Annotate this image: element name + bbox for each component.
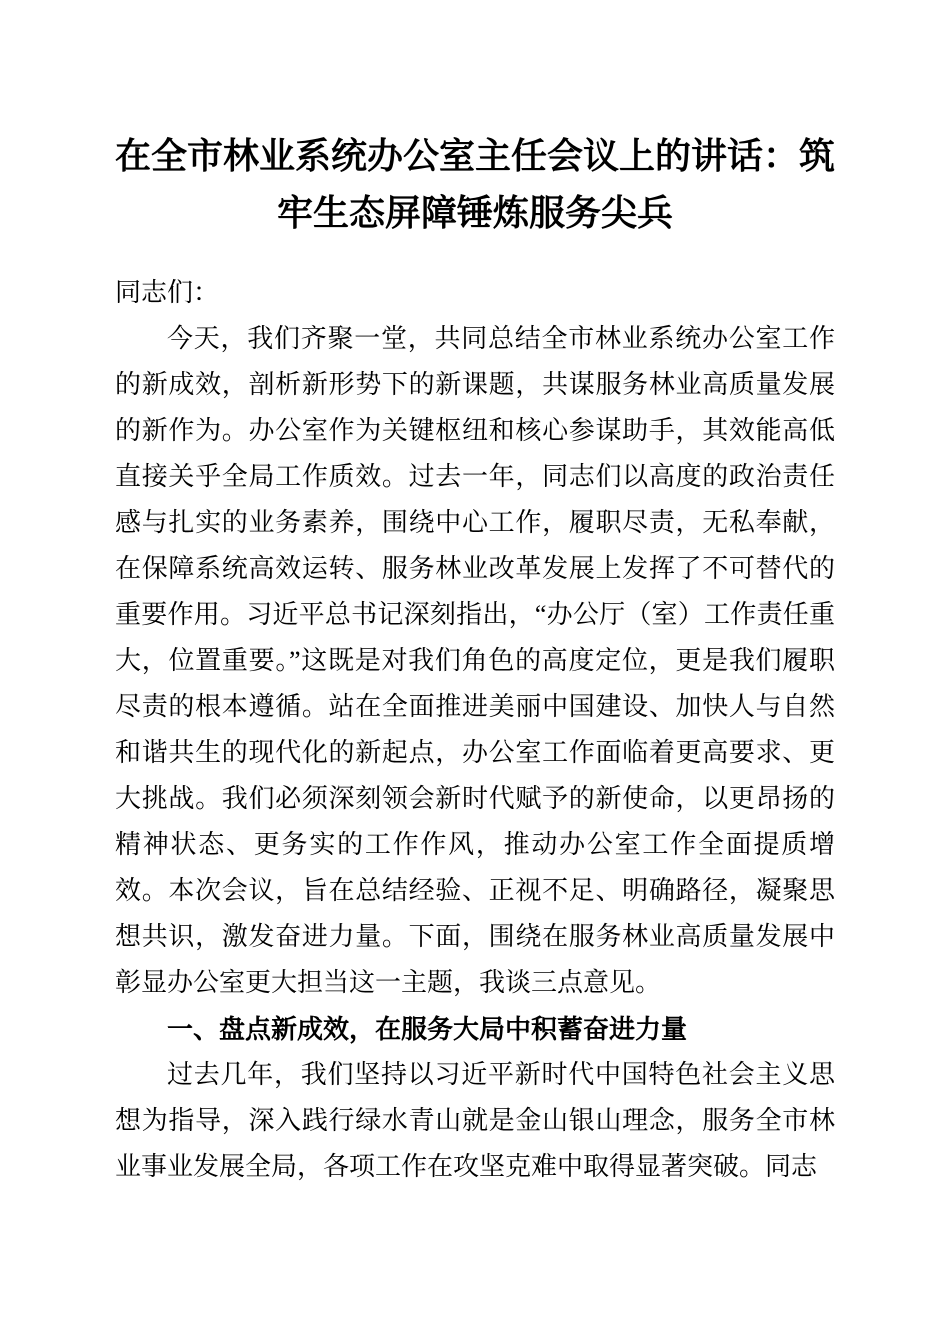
paragraph-section-1: 过去几年，我们坚持以习近平新时代中国特色社会主义思想为指导，深入践行绿水青山就是金山银山理念，服务全市林业事业发展全局，各项工作在攻坚克难中取得显著突破。同志: [115, 1060, 835, 1181]
salutation: 同志们：: [115, 278, 220, 307]
document-title: 在全市林业系统办公室主任会议上的讲话：筑牢生态屏障锤炼服务尖兵: [115, 136, 836, 233]
section-heading-1: 一、盘点新成效，在服务大局中积蓄奋进力量: [167, 1014, 688, 1044]
paragraph-intro: 今天，我们齐聚一堂，共同总结全市林业系统办公室工作的新成效，剖析新形势下的新课题，共谋服务林业高质量发展的新作为。办公室作为关键枢纽和核心参谋助手，其效能高低直接关乎全局工作质效。过去一年，同志们以高度的政治责任感与扎实的业务素养，围绕中心工作，履职尽责，无私奉献，在保障系统高效运转、服务林业改革发展上发挥了不可替代的重要作用。习近平总书记深刻指出，“办公厅（室）工作责任重大，位置重要。”这既是对我们角色的高度定位，更是我们履职尽责的根本遵循。站在全面推进美丽中国建设、加快人与自然和谐共生的现代化的新起点，办公室工作面临着更高要求、更大挑战。我们必须深刻领会新时代赋予的新使命，以更昂扬的精神状态、更务实的工作作风，推动办公室工作全面提质增效。本次会议，旨在总结经验、正视不足、明确路径，凝聚思想共识，激发奋进力量。下面，围绕在服务林业高质量发展中彰显办公室更大担当这一主题，我谈三点意见。: [115, 324, 835, 997]
